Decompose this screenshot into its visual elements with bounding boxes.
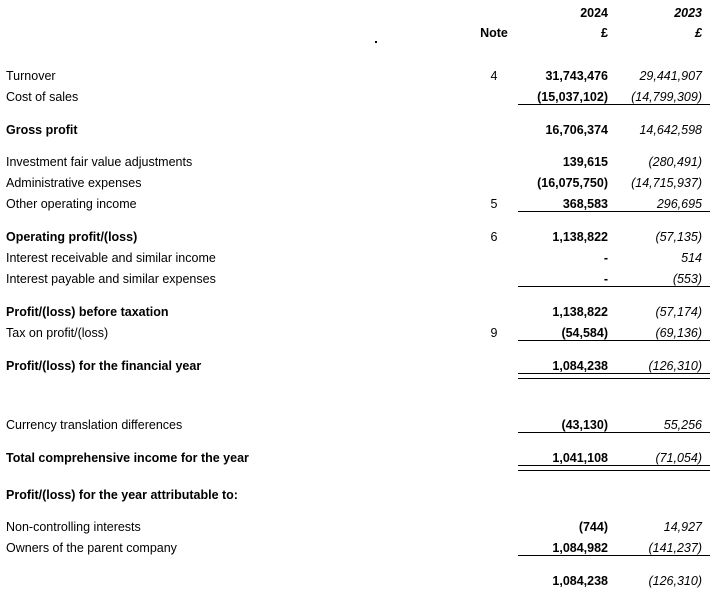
stray-mark (375, 41, 377, 43)
row-note (470, 411, 518, 432)
row-note (470, 298, 518, 319)
table-row-investment-fair-value-adjustments (0, 148, 710, 169)
table-row-interest-receivable (0, 244, 710, 265)
row-value-2023: 55,256 (663, 417, 702, 432)
header-year-2024: 2024 (580, 6, 608, 20)
table-row-cost-of-sales (0, 83, 710, 104)
row-value-2023: 14,642,598 (639, 123, 702, 137)
spacer-row (0, 287, 710, 298)
header-note-spacer (470, 0, 518, 20)
table-row-non-controlling-interests (0, 513, 710, 534)
row-note: 9 (490, 326, 498, 340)
row-value-2024: (54,584) (561, 325, 608, 340)
row-value-2023: (69,136) (655, 325, 702, 340)
row-value-2024: 1,138,822 (552, 230, 608, 244)
row-value-2023: (71,054) (655, 450, 702, 465)
row-label: Gross profit (6, 123, 78, 137)
row-label: Currency translation differences (6, 418, 183, 432)
table-header-currency (0, 20, 710, 40)
row-value-2024: - (603, 271, 608, 286)
table-header-years (0, 0, 710, 20)
row-note (470, 83, 518, 104)
row-value-2024: 1,138,822 (552, 305, 608, 319)
row-note: 6 (490, 230, 498, 244)
row-value-2023: 14,927 (663, 520, 702, 534)
row-value-2024: 16,706,374 (545, 123, 608, 137)
header-year-2023: 2023 (674, 6, 702, 20)
row-label (0, 567, 470, 588)
row-label: Owners of the parent company (6, 541, 177, 555)
row-value-2024: 139,615 (562, 155, 608, 169)
row-value-2023: (141,237) (648, 540, 702, 555)
header-currency-2023: £ (695, 26, 702, 40)
table-row-attributable-heading (0, 481, 710, 502)
table-row-profit-before-taxation (0, 298, 710, 319)
row-note (470, 116, 518, 137)
row-value-2023: 296,695 (656, 196, 702, 211)
table-row-other-operating-income (0, 190, 710, 211)
table-row-profit-for-financial-year (0, 352, 710, 373)
row-label: Interest payable and similar expenses (6, 272, 216, 286)
row-value-2024: 1,084,238 (552, 358, 608, 373)
table-row-turnover (0, 62, 710, 83)
table-row-tax-on-profit (0, 319, 710, 340)
row-value-2023: 514 (681, 251, 702, 265)
row-value-2024: (744) (578, 520, 608, 534)
row-value-2024: (43,130) (561, 417, 608, 432)
row-value-2023: (14,715,937) (631, 176, 702, 190)
row-note (470, 567, 518, 588)
row-note (470, 352, 518, 373)
table-row-attributable-total (0, 567, 710, 588)
row-value-2023: (553) (672, 271, 702, 286)
spacer-row (0, 556, 710, 567)
row-note (470, 444, 518, 465)
row-label: Investment fair value adjustments (6, 155, 193, 169)
spacer-row (0, 105, 710, 116)
row-label: Tax on profit/(loss) (6, 326, 109, 340)
row-note (470, 169, 518, 190)
row-note: 5 (490, 197, 498, 211)
row-value-2024: 1,084,238 (552, 574, 608, 588)
row-label: Interest receivable and similar income (6, 251, 216, 265)
row-label: Cost of sales (6, 90, 79, 104)
row-label: Turnover (6, 69, 56, 83)
row-label: Total comprehensive income for the year (6, 451, 249, 465)
row-value-2024: (15,037,102) (537, 89, 608, 104)
row-note (470, 244, 518, 265)
table-row-total-comprehensive-income (0, 444, 710, 465)
row-value-2023: (280,491) (648, 155, 702, 169)
row-label: Operating profit/(loss) (6, 230, 138, 244)
row-note (470, 148, 518, 169)
row-label: Profit/(loss) for the year attributable to: (6, 488, 238, 502)
header-spacer-2 (0, 20, 470, 40)
spacer-row (0, 40, 710, 62)
row-value-2024: 31,743,476 (545, 69, 608, 83)
row-value-2024: 1,041,108 (552, 450, 608, 465)
row-value-2023: (57,174) (655, 305, 702, 319)
spacer-row (0, 502, 710, 513)
row-value-2023: (14,799,309) (631, 89, 702, 104)
spacer-row (0, 378, 710, 400)
row-value-2023 (614, 481, 710, 502)
table-row-administrative-expenses (0, 169, 710, 190)
spacer-row (0, 470, 710, 481)
row-label: Other operating income (6, 197, 137, 211)
row-label: Administrative expenses (6, 176, 142, 190)
row-value-2023: 29,441,907 (639, 69, 702, 83)
table-row-gross-profit (0, 116, 710, 137)
row-value-2023: (126,310) (648, 574, 702, 588)
header-note-label: Note (480, 26, 508, 40)
table-row-interest-payable (0, 265, 710, 286)
header-currency-2024: £ (601, 26, 608, 40)
table-row-currency-translation-differences (0, 411, 710, 432)
spacer-row (0, 433, 710, 444)
row-note (470, 265, 518, 286)
table-row-owners-of-parent-company (0, 534, 710, 555)
row-value-2024: - (603, 251, 608, 265)
row-note (470, 481, 518, 502)
row-value-2024 (518, 481, 614, 502)
row-label: Profit/(loss) for the financial year (6, 359, 202, 373)
header-spacer (0, 0, 470, 20)
spacer-row (0, 341, 710, 352)
row-note (470, 534, 518, 555)
row-label: Profit/(loss) before taxation (6, 305, 169, 319)
spacer-row (0, 137, 710, 148)
row-value-2024: 1,084,982 (552, 540, 608, 555)
spacer-row (0, 212, 710, 223)
row-note (470, 513, 518, 534)
table-row-operating-profit-loss (0, 223, 710, 244)
row-note: 4 (490, 69, 498, 83)
spacer-row (0, 400, 710, 411)
row-value-2024: (16,075,750) (537, 176, 608, 190)
row-value-2024: 368,583 (562, 196, 608, 211)
row-label: Non-controlling interests (6, 520, 141, 534)
row-value-2023: (57,135) (655, 230, 702, 244)
row-value-2023: (126,310) (648, 358, 702, 373)
